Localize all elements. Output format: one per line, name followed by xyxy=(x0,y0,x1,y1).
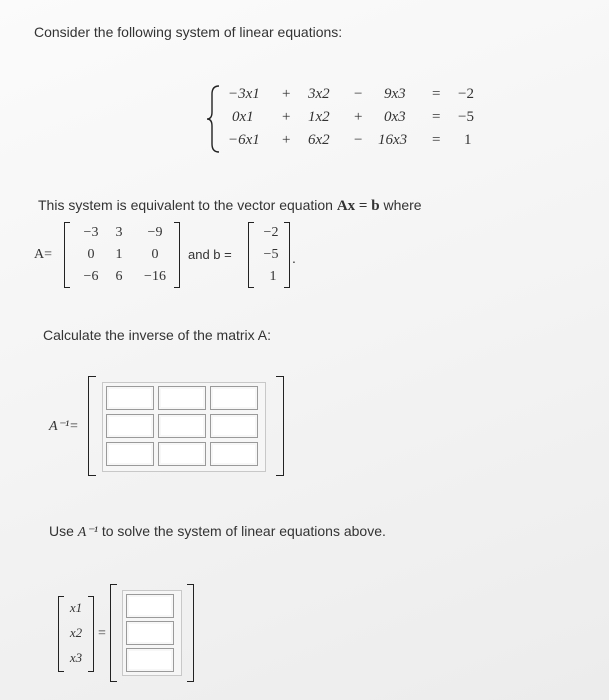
intro-text: Consider the following system of linear equations: xyxy=(34,24,343,40)
solution-input-x2[interactable] xyxy=(126,621,174,645)
x-vector-1: x1 xyxy=(69,600,83,615)
inverse-label: A⁻¹= xyxy=(49,419,79,434)
eq-r3-t2: 6x2 xyxy=(308,132,330,148)
solution-input-x1[interactable] xyxy=(126,594,174,618)
solution-right-bracket xyxy=(187,584,194,682)
solution-vector xyxy=(110,584,194,682)
eq-r2-rhs: −5 xyxy=(458,109,474,125)
left-brace-icon xyxy=(206,84,222,154)
eq-r1-t1: −3x1 xyxy=(228,86,260,102)
inverse-input-r3c3[interactable] xyxy=(210,442,258,466)
eq-r2-op2: + xyxy=(354,109,363,125)
eq-r1-eq: = xyxy=(432,86,441,102)
x-vector-3: x3 xyxy=(69,650,83,665)
vector-b xyxy=(248,222,290,288)
x-vector xyxy=(58,596,94,672)
matrix-a-right-bracket xyxy=(174,222,180,288)
matrix-a-left-bracket xyxy=(64,222,70,288)
eq-r3-rhs: 1 xyxy=(464,132,472,148)
vector-b-1: −2 xyxy=(263,225,279,240)
matrix-a-r1c2: 3 xyxy=(115,225,123,240)
eq-r2-eq: = xyxy=(432,109,441,125)
inverse-prompt: Calculate the inverse of the matrix A: xyxy=(43,327,271,343)
matrix-a-r3c1: −6 xyxy=(83,269,99,284)
matrix-a-r1c1: −3 xyxy=(83,225,99,240)
matrix-a-r3c3: −16 xyxy=(144,269,166,284)
eq-r1-rhs: −2 xyxy=(458,86,474,102)
eq-r1-op1: + xyxy=(282,86,291,102)
period: . xyxy=(292,250,296,266)
inverse-input-r1c3[interactable] xyxy=(210,386,258,410)
eq-r2-op1: + xyxy=(282,109,291,125)
x-vector-2: x2 xyxy=(69,625,83,640)
eq-r3-op2: − xyxy=(354,132,363,148)
vector-b-2: −5 xyxy=(263,247,279,262)
solve-prompt xyxy=(49,523,386,541)
inverse-input-r3c1[interactable] xyxy=(106,442,154,466)
inverse-matrix xyxy=(88,376,284,476)
equivalent-suffix: where xyxy=(383,197,422,213)
equivalent-prefix: This system is equivalent to the vector equation xyxy=(38,197,333,213)
matrix-a-r2c1: 0 xyxy=(87,247,95,262)
inverse-input-r1c1[interactable] xyxy=(106,386,154,410)
inverse-right-bracket xyxy=(276,376,284,476)
matrix-a-label: A= xyxy=(34,247,53,262)
eq-r3-op1: + xyxy=(282,132,291,148)
inverse-input-r2c1[interactable] xyxy=(106,414,154,438)
equals-sign: = xyxy=(98,626,106,641)
solve-prompt-symbol: A⁻¹ xyxy=(77,525,98,540)
solve-prompt-post: to solve the system of linear equations above. xyxy=(101,523,386,539)
eq-r2-t3: 0x3 xyxy=(384,109,406,125)
eq-r3-eq: = xyxy=(432,132,441,148)
eq-r2-t1: 0x1 xyxy=(232,109,254,125)
eq-r3-t3: 16x3 xyxy=(378,132,408,148)
inverse-input-r2c3[interactable] xyxy=(210,414,258,438)
vector-b-3: 1 xyxy=(269,269,277,284)
matrix-a xyxy=(64,222,180,288)
eq-r1-t3: 9x3 xyxy=(384,86,406,102)
eq-r3-t1: −6x1 xyxy=(228,132,260,148)
inverse-input-r3c2[interactable] xyxy=(158,442,206,466)
eq-r2-t2: 1x2 xyxy=(308,109,330,125)
matrix-a-r1c3: −9 xyxy=(147,225,163,240)
equation-system xyxy=(206,84,496,154)
matrix-a-r2c3: 0 xyxy=(151,247,159,262)
eq-r1-t2: 3x2 xyxy=(308,86,330,102)
inverse-input-r2c2[interactable] xyxy=(158,414,206,438)
solution-left-bracket xyxy=(110,584,117,682)
solve-prompt-pre: Use xyxy=(49,523,74,539)
inverse-input-r1c2[interactable] xyxy=(158,386,206,410)
and-b-label: and b = xyxy=(188,247,232,262)
solution-input-x3[interactable] xyxy=(126,648,174,672)
eq-r1-op2: − xyxy=(354,86,363,102)
vector-b-left-bracket xyxy=(248,222,254,288)
equivalent-sentence xyxy=(38,197,422,215)
matrix-a-r3c2: 6 xyxy=(115,269,123,284)
inverse-left-bracket xyxy=(88,376,96,476)
matrix-a-r2c2: 1 xyxy=(115,247,123,262)
vector-equation: Ax = b xyxy=(336,198,380,214)
